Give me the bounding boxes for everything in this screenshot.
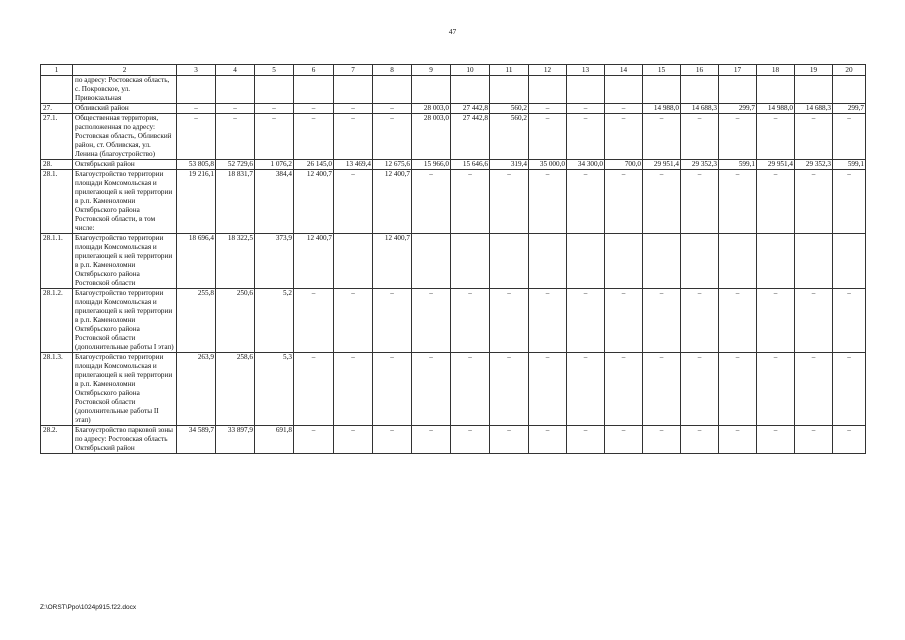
value-cell: 35 000,0 [529,160,567,170]
value-cell: – [294,104,334,114]
value-cell: – [605,114,643,160]
value-cell: – [757,353,795,426]
table-row [41,353,866,426]
value-cell [451,76,490,104]
value-cell [529,76,567,104]
value-cell [757,76,795,104]
value-cell [529,234,567,289]
value-cell: – [605,104,643,114]
value-cell: 15 646,6 [451,160,490,170]
value-cell: – [757,426,795,454]
value-cell: – [833,353,866,426]
value-cell: – [529,289,567,353]
value-cell [294,76,334,104]
row-number-cell: 28.2. [41,426,73,454]
value-cell: 14 688,3 [681,104,719,114]
value-cell [833,234,866,289]
value-cell: – [490,170,529,234]
value-cell: – [643,426,681,454]
value-cell: 34 300,0 [567,160,605,170]
value-cell: – [216,114,255,160]
column-header: 3 [177,65,216,76]
row-number-cell: 28.1.1. [41,234,73,289]
value-cell: 691,8 [255,426,294,454]
column-header: 17 [719,65,757,76]
value-cell [451,234,490,289]
table-row [41,426,866,454]
header-row [41,65,866,76]
value-cell: 29 951,4 [643,160,681,170]
value-cell: – [334,426,373,454]
value-cell: – [373,426,412,454]
row-number-cell [41,76,73,104]
value-cell: – [294,289,334,353]
value-cell: – [681,114,719,160]
value-cell: – [795,289,833,353]
value-cell: – [643,114,681,160]
row-number-cell: 28.1.3. [41,353,73,426]
value-cell: 53 805,8 [177,160,216,170]
value-cell: 599,1 [833,160,866,170]
value-cell [567,234,605,289]
value-cell: 12 400,7 [373,234,412,289]
value-cell: – [451,289,490,353]
value-cell: 700,0 [605,160,643,170]
value-cell [490,76,529,104]
value-cell: – [529,353,567,426]
column-header: 18 [757,65,795,76]
value-cell: 5,3 [255,353,294,426]
value-cell: – [373,114,412,160]
value-cell: – [294,114,334,160]
table-row [41,234,866,289]
value-cell: – [177,104,216,114]
row-name-cell: Благоустройство территории площади Комсомольская и прилегающей к ней территории в р.п. Каменоломни Октябрьского района Ростовской области, в том числе: [73,170,177,234]
row-name-cell: по адресу: Ростовская область, с. Покровское, ул. Привокзальная [73,76,177,104]
value-cell: – [795,426,833,454]
value-cell: – [412,353,451,426]
value-cell: 14 988,0 [757,104,795,114]
value-cell: 299,7 [719,104,757,114]
value-cell: 12 675,6 [373,160,412,170]
value-cell: 29 352,3 [681,160,719,170]
value-cell: – [451,170,490,234]
value-cell: – [833,114,866,160]
value-cell: 15 966,0 [412,160,451,170]
table-row [41,114,866,160]
value-cell: – [757,170,795,234]
value-cell [681,76,719,104]
value-cell: – [334,353,373,426]
value-cell [334,234,373,289]
footer-file-path: Z:\ORST\Ppo\1024p915.f22.docx [40,604,137,611]
value-cell: – [833,170,866,234]
column-header: 5 [255,65,294,76]
value-cell: 1 076,2 [255,160,294,170]
value-cell: – [719,170,757,234]
column-header: 4 [216,65,255,76]
value-cell [412,76,451,104]
value-cell [567,76,605,104]
value-cell: – [757,114,795,160]
column-header: 7 [334,65,373,76]
column-header: 13 [567,65,605,76]
value-cell: – [412,426,451,454]
value-cell: 560,2 [490,114,529,160]
table-row [41,160,866,170]
column-header: 16 [681,65,719,76]
value-cell: – [567,104,605,114]
row-number-cell: 28. [41,160,73,170]
value-cell: – [412,289,451,353]
row-name-cell: Благоустройство территории площади Комсомольская и прилегающей к ней территории в р.п. Каменоломни Октябрьского района Ростовской области (дополнительные работы II этап) [73,353,177,426]
row-name-cell: Благоустройство территории площади Комсомольская и прилегающей к ней территории в р.п. Каменоломни Октябрьского района Ростовской области (дополнительные работы I этап) [73,289,177,353]
value-cell: 258,6 [216,353,255,426]
value-cell: – [294,353,334,426]
column-header: 20 [833,65,866,76]
value-cell: 384,4 [255,170,294,234]
value-cell [490,234,529,289]
value-cell: 27 442,8 [451,114,490,160]
value-cell: – [719,114,757,160]
row-name-cell: Общественная территория, расположенная по адресу: Ростовская область, Обливский район, ст. Обливская, ул. Ленина (благоустройство) [73,114,177,160]
value-cell: – [605,426,643,454]
value-cell: 14 688,3 [795,104,833,114]
value-cell [833,76,866,104]
value-cell: – [529,170,567,234]
value-cell: – [681,170,719,234]
value-cell: 263,9 [177,353,216,426]
value-cell [719,76,757,104]
value-cell: 12 400,7 [294,234,334,289]
value-cell: – [373,104,412,114]
column-header: 2 [73,65,177,76]
page-number: 47 [448,27,457,36]
value-cell: 255,8 [177,289,216,353]
value-cell: – [451,353,490,426]
column-header: 1 [41,65,73,76]
value-cell: – [643,170,681,234]
value-cell: 599,1 [719,160,757,170]
value-cell: 29 352,3 [795,160,833,170]
value-cell: – [451,426,490,454]
column-header: 15 [643,65,681,76]
value-cell: 29 951,4 [757,160,795,170]
value-cell: – [490,289,529,353]
value-cell: 26 145,0 [294,160,334,170]
value-cell: – [373,289,412,353]
value-cell: – [255,114,294,160]
column-header: 12 [529,65,567,76]
value-cell: – [567,353,605,426]
value-cell: – [567,426,605,454]
row-number-cell: 27. [41,104,73,114]
value-cell: – [373,353,412,426]
row-number-cell: 27.1. [41,114,73,160]
column-header: 11 [490,65,529,76]
value-cell: – [334,114,373,160]
value-cell: – [643,289,681,353]
value-cell: 373,9 [255,234,294,289]
value-cell: – [567,170,605,234]
value-cell: – [681,426,719,454]
value-cell: 13 469,4 [334,160,373,170]
value-cell: – [757,289,795,353]
value-cell: – [334,104,373,114]
value-cell: – [334,289,373,353]
value-cell [334,76,373,104]
value-cell: – [795,170,833,234]
value-cell: 560,2 [490,104,529,114]
value-cell: 19 216,1 [177,170,216,234]
value-cell: – [719,353,757,426]
value-cell: – [795,353,833,426]
value-cell: – [605,353,643,426]
value-cell: – [795,114,833,160]
value-cell: – [294,426,334,454]
value-cell [605,76,643,104]
value-cell: – [177,114,216,160]
row-name-cell: Благоустройство территории площади Комсомольская и прилегающей к ней территории в р.п. Каменоломни Октябрьского района Ростовской области [73,234,177,289]
column-header: 10 [451,65,490,76]
value-cell: – [681,289,719,353]
value-cell: – [529,114,567,160]
value-cell [795,76,833,104]
value-cell [643,76,681,104]
value-cell: 5,2 [255,289,294,353]
value-cell: – [567,289,605,353]
value-cell: 18 831,7 [216,170,255,234]
value-cell: – [216,104,255,114]
row-name-cell: Обливский район [73,104,177,114]
value-cell: – [833,426,866,454]
column-header: 8 [373,65,412,76]
value-cell: – [529,426,567,454]
value-cell [216,76,255,104]
value-cell: – [833,289,866,353]
table-row [41,289,866,353]
value-cell: – [334,170,373,234]
value-cell: 33 897,9 [216,426,255,454]
value-cell: – [605,289,643,353]
value-cell: – [529,104,567,114]
value-cell: – [719,289,757,353]
column-header: 14 [605,65,643,76]
table-row [41,76,866,104]
row-number-cell: 28.1. [41,170,73,234]
row-name-cell: Октябрьский район [73,160,177,170]
value-cell: 12 400,7 [294,170,334,234]
table-row [41,104,866,114]
table-row [41,170,866,234]
value-cell: 299,7 [833,104,866,114]
value-cell: 28 003,0 [412,114,451,160]
value-cell: – [605,170,643,234]
value-cell [719,234,757,289]
value-cell: – [719,426,757,454]
value-cell: 319,4 [490,160,529,170]
value-cell: – [412,170,451,234]
column-header: 9 [412,65,451,76]
value-cell: – [643,353,681,426]
value-cell: 27 442,8 [451,104,490,114]
value-cell: 34 589,7 [177,426,216,454]
value-cell [412,234,451,289]
value-cell [177,76,216,104]
value-cell [643,234,681,289]
value-cell: 18 696,4 [177,234,216,289]
value-cell: – [681,353,719,426]
value-cell: – [490,426,529,454]
value-cell: 250,6 [216,289,255,353]
value-cell: 52 729,6 [216,160,255,170]
value-cell [255,76,294,104]
column-header: 6 [294,65,334,76]
value-cell: 28 003,0 [412,104,451,114]
value-cell [795,234,833,289]
row-number-cell: 28.1.2. [41,289,73,353]
column-header: 19 [795,65,833,76]
budget-table [40,64,866,454]
value-cell: – [567,114,605,160]
value-cell: – [255,104,294,114]
value-cell [373,76,412,104]
value-cell: 12 400,7 [373,170,412,234]
value-cell [757,234,795,289]
value-cell [605,234,643,289]
value-cell: – [490,353,529,426]
row-name-cell: Благоустройство парковой зоны по адресу: Ростовская область Октябрьский район [73,426,177,454]
value-cell: 14 988,0 [643,104,681,114]
value-cell [681,234,719,289]
value-cell: 18 322,5 [216,234,255,289]
